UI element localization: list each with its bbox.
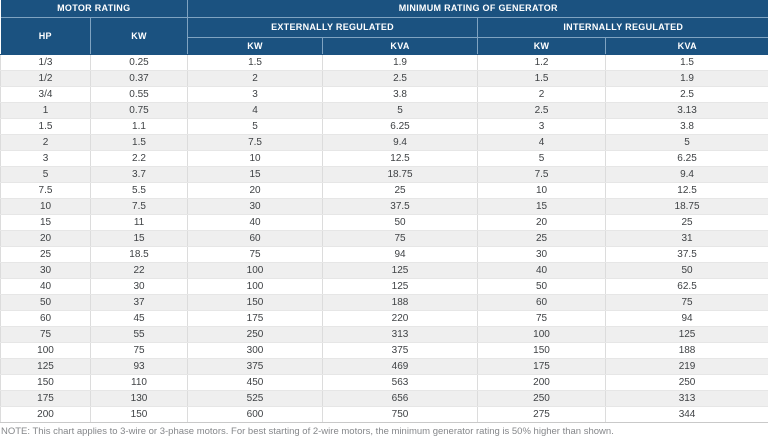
table-cell: 10 xyxy=(1,198,91,214)
header-internally-regulated: INTERNALLY REGULATED xyxy=(478,17,768,37)
table-cell: 75 xyxy=(1,326,91,342)
table-cell: 1.1 xyxy=(91,118,188,134)
table-cell: 75 xyxy=(188,246,323,262)
table-cell: 130 xyxy=(91,390,188,406)
table-cell: 0.75 xyxy=(91,102,188,118)
table-row xyxy=(1,214,768,230)
table-row xyxy=(1,230,768,246)
table-row xyxy=(1,326,768,342)
table-cell: 150 xyxy=(478,342,606,358)
table-cell: 25 xyxy=(323,182,478,198)
table-cell: 175 xyxy=(1,390,91,406)
table-cell: 75 xyxy=(478,310,606,326)
table-row xyxy=(1,134,768,150)
table-row xyxy=(1,390,768,406)
table-cell: 1/3 xyxy=(1,54,91,70)
table-row xyxy=(1,310,768,326)
table-cell: 3 xyxy=(188,86,323,102)
table-cell: 2.5 xyxy=(478,102,606,118)
table-cell: 55 xyxy=(91,326,188,342)
header-int-kw-column: KW xyxy=(478,37,606,54)
table-cell: 275 xyxy=(478,406,606,422)
table-cell: 3.8 xyxy=(606,118,768,134)
table-cell: 30 xyxy=(188,198,323,214)
header-motor-rating: MOTOR RATING xyxy=(1,0,188,17)
table-cell: 6.25 xyxy=(606,150,768,166)
table-cell: 40 xyxy=(188,214,323,230)
table-cell: 62.5 xyxy=(606,278,768,294)
table-row xyxy=(1,70,768,86)
header-ext-kw-column: KW xyxy=(188,37,323,54)
table-cell: 20 xyxy=(1,230,91,246)
table-header xyxy=(1,0,768,54)
table-cell: 11 xyxy=(91,214,188,230)
table-cell: 656 xyxy=(323,390,478,406)
table-cell: 0.55 xyxy=(91,86,188,102)
table-cell: 1.2 xyxy=(478,54,606,70)
table-cell: 75 xyxy=(91,342,188,358)
table-cell: 1.5 xyxy=(478,70,606,86)
table-cell: 9.4 xyxy=(606,166,768,182)
header-group-row xyxy=(1,0,768,17)
table-cell: 18.75 xyxy=(606,198,768,214)
table-cell: 5 xyxy=(606,134,768,150)
table-cell: 20 xyxy=(188,182,323,198)
table-cell: 313 xyxy=(323,326,478,342)
table-cell: 313 xyxy=(606,390,768,406)
table-cell: 40 xyxy=(478,262,606,278)
table-cell: 50 xyxy=(1,294,91,310)
table-cell: 50 xyxy=(478,278,606,294)
table-cell: 125 xyxy=(606,326,768,342)
table-cell: 94 xyxy=(323,246,478,262)
table-cell: 1.5 xyxy=(188,54,323,70)
table-cell: 60 xyxy=(1,310,91,326)
table-cell: 250 xyxy=(606,374,768,390)
table-cell: 2 xyxy=(478,86,606,102)
table-cell: 1/2 xyxy=(1,70,91,86)
table-cell: 175 xyxy=(478,358,606,374)
table-cell: 188 xyxy=(606,342,768,358)
table-cell: 100 xyxy=(478,326,606,342)
table-cell: 94 xyxy=(606,310,768,326)
footnote: NOTE: This chart applies to 3-wire or 3-phase motors. For best starting of 2-wire motors, the minimum generator rating is 50% higher than shown. xyxy=(1,425,614,437)
table-cell: 344 xyxy=(606,406,768,422)
table-cell: 220 xyxy=(323,310,478,326)
table-cell: 25 xyxy=(606,214,768,230)
table-cell: 5 xyxy=(188,118,323,134)
table-cell: 150 xyxy=(1,374,91,390)
table-row xyxy=(1,102,768,118)
table-cell: 0.25 xyxy=(91,54,188,70)
table-cell: 10 xyxy=(188,150,323,166)
table-cell: 30 xyxy=(1,262,91,278)
header-int-kva-column: KVA xyxy=(606,37,768,54)
table-cell: 6.25 xyxy=(323,118,478,134)
table-cell: 5 xyxy=(1,166,91,182)
table-row xyxy=(1,406,768,422)
header-hp-column: HP xyxy=(1,17,91,54)
table-cell: 200 xyxy=(1,406,91,422)
table-cell: 4 xyxy=(478,134,606,150)
header-subgroup-row xyxy=(1,17,768,37)
table-cell: 15 xyxy=(1,214,91,230)
table-cell: 3/4 xyxy=(1,86,91,102)
table-cell: 75 xyxy=(323,230,478,246)
table-cell: 0.37 xyxy=(91,70,188,86)
table-cell: 7.5 xyxy=(1,182,91,198)
table-cell: 7.5 xyxy=(91,198,188,214)
table-cell: 5 xyxy=(323,102,478,118)
table-cell: 3.8 xyxy=(323,86,478,102)
table-cell: 125 xyxy=(323,262,478,278)
table-cell: 100 xyxy=(1,342,91,358)
header-motor-kw-column: KW xyxy=(91,17,188,54)
table-row xyxy=(1,54,768,70)
table-cell: 1.5 xyxy=(606,54,768,70)
table-cell: 450 xyxy=(188,374,323,390)
table-cell: 300 xyxy=(188,342,323,358)
table-cell: 219 xyxy=(606,358,768,374)
table-row xyxy=(1,118,768,134)
table-cell: 60 xyxy=(478,294,606,310)
table-cell: 50 xyxy=(323,214,478,230)
table-row xyxy=(1,150,768,166)
table-row xyxy=(1,358,768,374)
table-cell: 5 xyxy=(478,150,606,166)
table-cell: 25 xyxy=(478,230,606,246)
table-row xyxy=(1,86,768,102)
table-cell: 20 xyxy=(478,214,606,230)
table-cell: 18.5 xyxy=(91,246,188,262)
table-cell: 525 xyxy=(188,390,323,406)
table-cell: 30 xyxy=(91,278,188,294)
table-cell: 2.2 xyxy=(91,150,188,166)
table-cell: 3 xyxy=(478,118,606,134)
table-cell: 563 xyxy=(323,374,478,390)
table-cell: 15 xyxy=(478,198,606,214)
table-row xyxy=(1,342,768,358)
table-cell: 2.5 xyxy=(323,70,478,86)
header-externally-regulated: EXTERNALLY REGULATED xyxy=(188,17,478,37)
table-cell: 110 xyxy=(91,374,188,390)
table-cell: 7.5 xyxy=(478,166,606,182)
table-row xyxy=(1,262,768,278)
table-cell: 12.5 xyxy=(323,150,478,166)
table-cell: 15 xyxy=(91,230,188,246)
header-ext-kva-column: KVA xyxy=(323,37,478,54)
table-cell: 31 xyxy=(606,230,768,246)
table-cell: 188 xyxy=(323,294,478,310)
table-cell: 7.5 xyxy=(188,134,323,150)
table-cell: 1.9 xyxy=(606,70,768,86)
table-cell: 2.5 xyxy=(606,86,768,102)
table-cell: 18.75 xyxy=(323,166,478,182)
table-cell: 45 xyxy=(91,310,188,326)
table-cell: 25 xyxy=(1,246,91,262)
table-cell: 1.5 xyxy=(91,134,188,150)
table-cell: 375 xyxy=(323,342,478,358)
table-cell: 250 xyxy=(478,390,606,406)
table-cell: 100 xyxy=(188,278,323,294)
table-cell: 37 xyxy=(91,294,188,310)
table-cell: 1.5 xyxy=(1,118,91,134)
table-row xyxy=(1,182,768,198)
table-cell: 469 xyxy=(323,358,478,374)
table-cell: 1 xyxy=(1,102,91,118)
table-cell: 375 xyxy=(188,358,323,374)
table-row xyxy=(1,374,768,390)
table-cell: 93 xyxy=(91,358,188,374)
table-cell: 4 xyxy=(188,102,323,118)
table-row xyxy=(1,294,768,310)
table-cell: 9.4 xyxy=(323,134,478,150)
table-body xyxy=(1,54,768,422)
table-cell: 37.5 xyxy=(606,246,768,262)
table-cell: 15 xyxy=(188,166,323,182)
table-cell: 37.5 xyxy=(323,198,478,214)
table-cell: 3.7 xyxy=(91,166,188,182)
table-cell: 2 xyxy=(1,134,91,150)
table-cell: 175 xyxy=(188,310,323,326)
table-cell: 250 xyxy=(188,326,323,342)
table-cell: 100 xyxy=(188,262,323,278)
table-cell: 600 xyxy=(188,406,323,422)
table-row xyxy=(1,198,768,214)
table-row xyxy=(1,166,768,182)
table-cell: 1.9 xyxy=(323,54,478,70)
table-cell: 150 xyxy=(91,406,188,422)
table-cell: 60 xyxy=(188,230,323,246)
table-cell: 22 xyxy=(91,262,188,278)
header-minimum-rating-of-generator: MINIMUM RATING OF GENERATOR xyxy=(188,0,768,17)
table-cell: 3 xyxy=(1,150,91,166)
table-cell: 75 xyxy=(606,294,768,310)
table-cell: 200 xyxy=(478,374,606,390)
table-cell: 125 xyxy=(1,358,91,374)
table-cell: 125 xyxy=(323,278,478,294)
table-cell: 5.5 xyxy=(91,182,188,198)
table-cell: 150 xyxy=(188,294,323,310)
table-cell: 2 xyxy=(188,70,323,86)
table-cell: 10 xyxy=(478,182,606,198)
table-cell: 30 xyxy=(478,246,606,262)
table-cell: 50 xyxy=(606,262,768,278)
table-row xyxy=(1,278,768,294)
table-cell: 3.13 xyxy=(606,102,768,118)
table-cell: 12.5 xyxy=(606,182,768,198)
table-cell: 750 xyxy=(323,406,478,422)
table-cell: 40 xyxy=(1,278,91,294)
table-row xyxy=(1,246,768,262)
